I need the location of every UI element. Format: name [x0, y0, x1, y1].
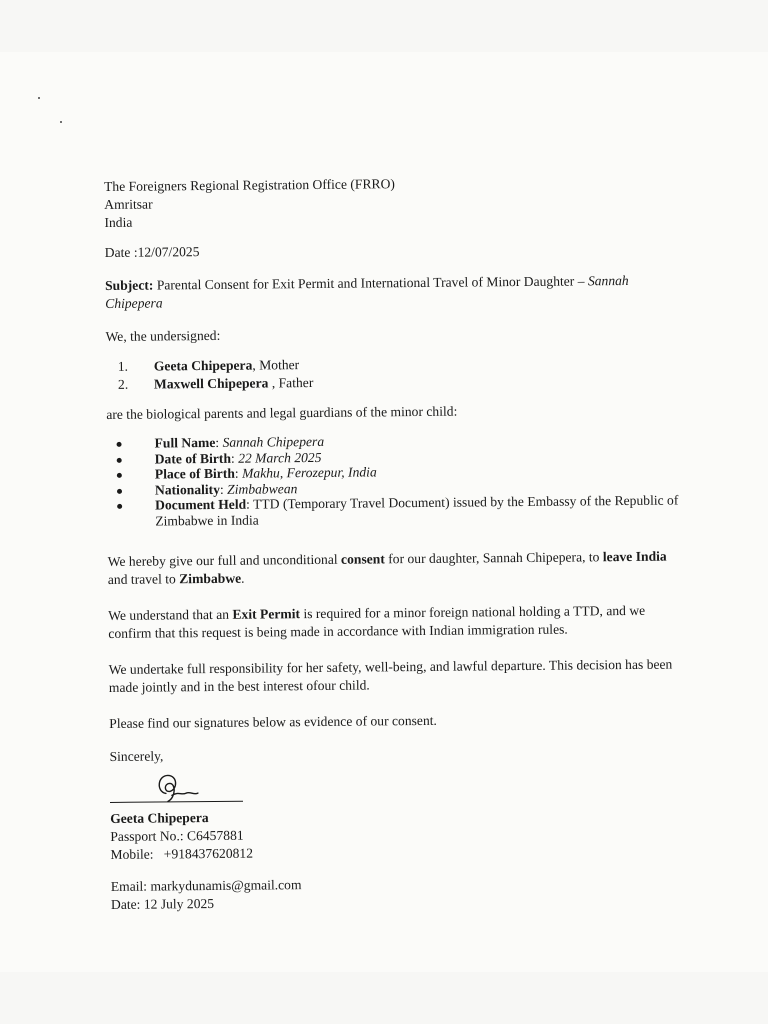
child-detail-label: Place of Birth	[154, 465, 235, 482]
subject-line	[105, 271, 685, 313]
child-detail-label: Document Held	[155, 496, 247, 513]
child-detail-sep: :	[215, 434, 223, 450]
letter-date: Date :12/07/2025	[104, 244, 200, 260]
child-detail-value: Sannah Chipepera	[222, 433, 325, 450]
consent-text-3: and travel to	[107, 571, 180, 587]
signer-passport: Passport No.: C6457881	[110, 827, 244, 844]
child-detail-sep: :	[234, 465, 243, 481]
signature-note: Please find our signatures below as evidence of our consent.	[109, 712, 437, 731]
child-detail-sep: :	[246, 496, 254, 512]
exit-text-1: We understand that an	[108, 606, 233, 623]
signer-mobile: Mobile: +918437620812	[110, 845, 254, 862]
scan-speck	[60, 121, 62, 123]
consent-bold-leave-india: leave India	[602, 548, 667, 565]
child-detail-sep: :	[230, 450, 239, 466]
letter-body	[104, 172, 691, 914]
child-detail-value: Makhu, Ferozepur, India	[241, 464, 377, 481]
parent-name: Geeta Chipepera	[153, 357, 253, 374]
recipient-line-2: Amritsar	[104, 196, 153, 212]
consent-bold-zimbabwe: Zimbabwe	[179, 570, 242, 587]
scan-margin-bottom	[0, 972, 768, 1024]
responsibility-paragraph: We undertake full responsibility for her safety, well-being, and lawful departure. This decision has been made jointly and in the best interest ofour child.	[108, 656, 673, 695]
consent-paragraph	[108, 547, 688, 589]
closing: Sincerely,	[109, 748, 164, 764]
child-details-list	[106, 430, 687, 529]
subject-text: Parental Consent for Exit Permit and International Travel of Minor Daughter –	[153, 273, 588, 293]
undersigned-line: We, the undersigned:	[105, 327, 221, 344]
consent-text-4: .	[241, 570, 245, 586]
parent-role: , Mother	[252, 357, 300, 373]
child-detail-value: 22 March 2025	[238, 449, 322, 466]
child-detail-label: Date of Birth	[154, 450, 232, 467]
parents-list	[106, 352, 686, 394]
exit-bold-permit: Exit Permit	[232, 606, 301, 622]
child-detail-item	[137, 492, 687, 528]
parent-role: , Father	[268, 375, 314, 391]
recipient-line-1: The Foreigners Regional Registration Office (FRRO)	[104, 176, 395, 194]
parent-item	[117, 370, 686, 393]
signer-email: Email: markydunamis@gmail.com	[110, 877, 302, 894]
parent-number: 2.	[117, 376, 129, 392]
subject-label: Subject:	[104, 277, 154, 293]
consent-bold-consent: consent	[340, 551, 385, 567]
exit-permit-paragraph	[108, 601, 688, 643]
subject-child-name: Sannah Chipepera	[105, 272, 629, 311]
scan-margin-top	[0, 0, 768, 52]
recipient-address	[104, 172, 684, 232]
child-detail-sep: :	[219, 481, 228, 497]
child-detail-label: Nationality	[154, 481, 221, 498]
consent-text-1: We hereby give our full and unconditional	[107, 551, 342, 569]
signer-date: Date: 12 July 2025	[110, 895, 215, 912]
consent-text-2: for our daughter, Sannah Chipepera, to	[384, 549, 603, 567]
signer-name: Geeta Chipepera	[110, 810, 209, 826]
child-detail-value: Zimbabwean	[227, 480, 298, 497]
parent-name: Maxwell Chipepera	[153, 375, 269, 392]
recipient-line-3: India	[104, 214, 133, 230]
parent-number: 1.	[117, 358, 129, 374]
child-detail-value: TTD (Temporary Travel Document) issued by the Embassy of the Republic of Zimbabwe in India	[155, 492, 679, 529]
child-detail-label: Full Name	[154, 434, 216, 451]
exit-text-2: is required for a minor foreign national holding a TTD, and we confirm that this request is being made in accordance with Indian immigration rules.	[108, 602, 646, 641]
guardians-line: are the biological parents and legal guardians of the minor child:	[106, 403, 458, 422]
scan-speck	[38, 97, 40, 99]
signature-area	[110, 772, 690, 808]
